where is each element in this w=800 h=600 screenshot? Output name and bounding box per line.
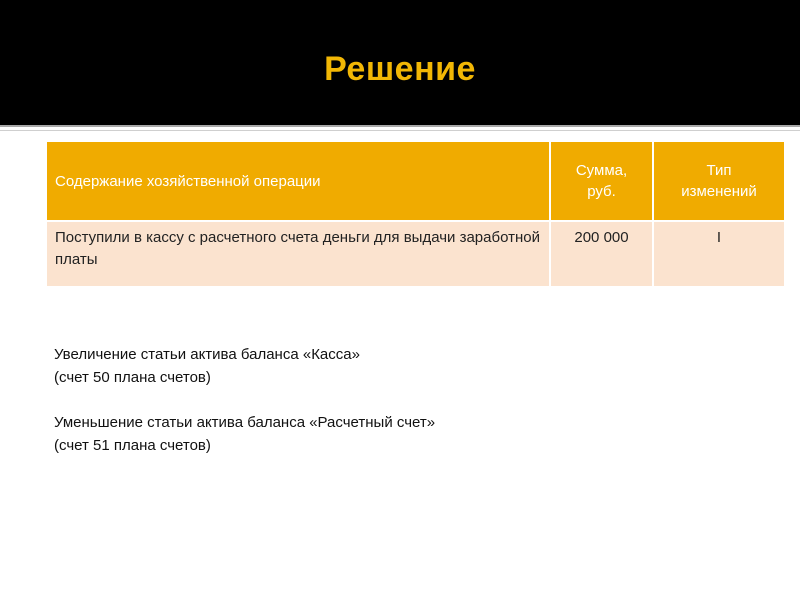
header-change-type <box>653 142 784 221</box>
title-divider-thin <box>0 130 800 131</box>
explanation-notes <box>54 343 754 457</box>
table-row <box>47 221 784 286</box>
header-change-type-line2: изменений <box>681 183 757 200</box>
note-decrease-line2: (счет 51 плана счетов) <box>54 437 211 454</box>
cell-change-type: I <box>653 221 784 286</box>
table-header-row <box>47 142 784 221</box>
header-change-type-line1: Тип <box>706 162 732 179</box>
header-amount-line1: Сумма, <box>575 162 628 179</box>
note-increase-line1: Увеличение статьи актива баланса «Касса» <box>54 346 360 363</box>
note-decrease-line1: Уменьшение статьи актива баланса «Расчетный счет» <box>54 414 436 431</box>
header-operation-content: Содержание хозяйственной операции <box>47 142 550 221</box>
cell-operation-content: Поступили в кассу с расчетного счета деньги для выдачи заработной платы <box>47 221 550 286</box>
title-divider-thick <box>0 125 800 127</box>
notes-spacer <box>54 389 754 411</box>
operations-table <box>47 142 784 286</box>
slide-title: Решение <box>324 50 476 88</box>
note-increase-line2: (счет 50 плана счетов) <box>54 369 211 386</box>
header-amount <box>550 142 653 221</box>
header-amount-line2: руб. <box>587 183 616 200</box>
cell-amount: 200 000 <box>550 221 653 286</box>
